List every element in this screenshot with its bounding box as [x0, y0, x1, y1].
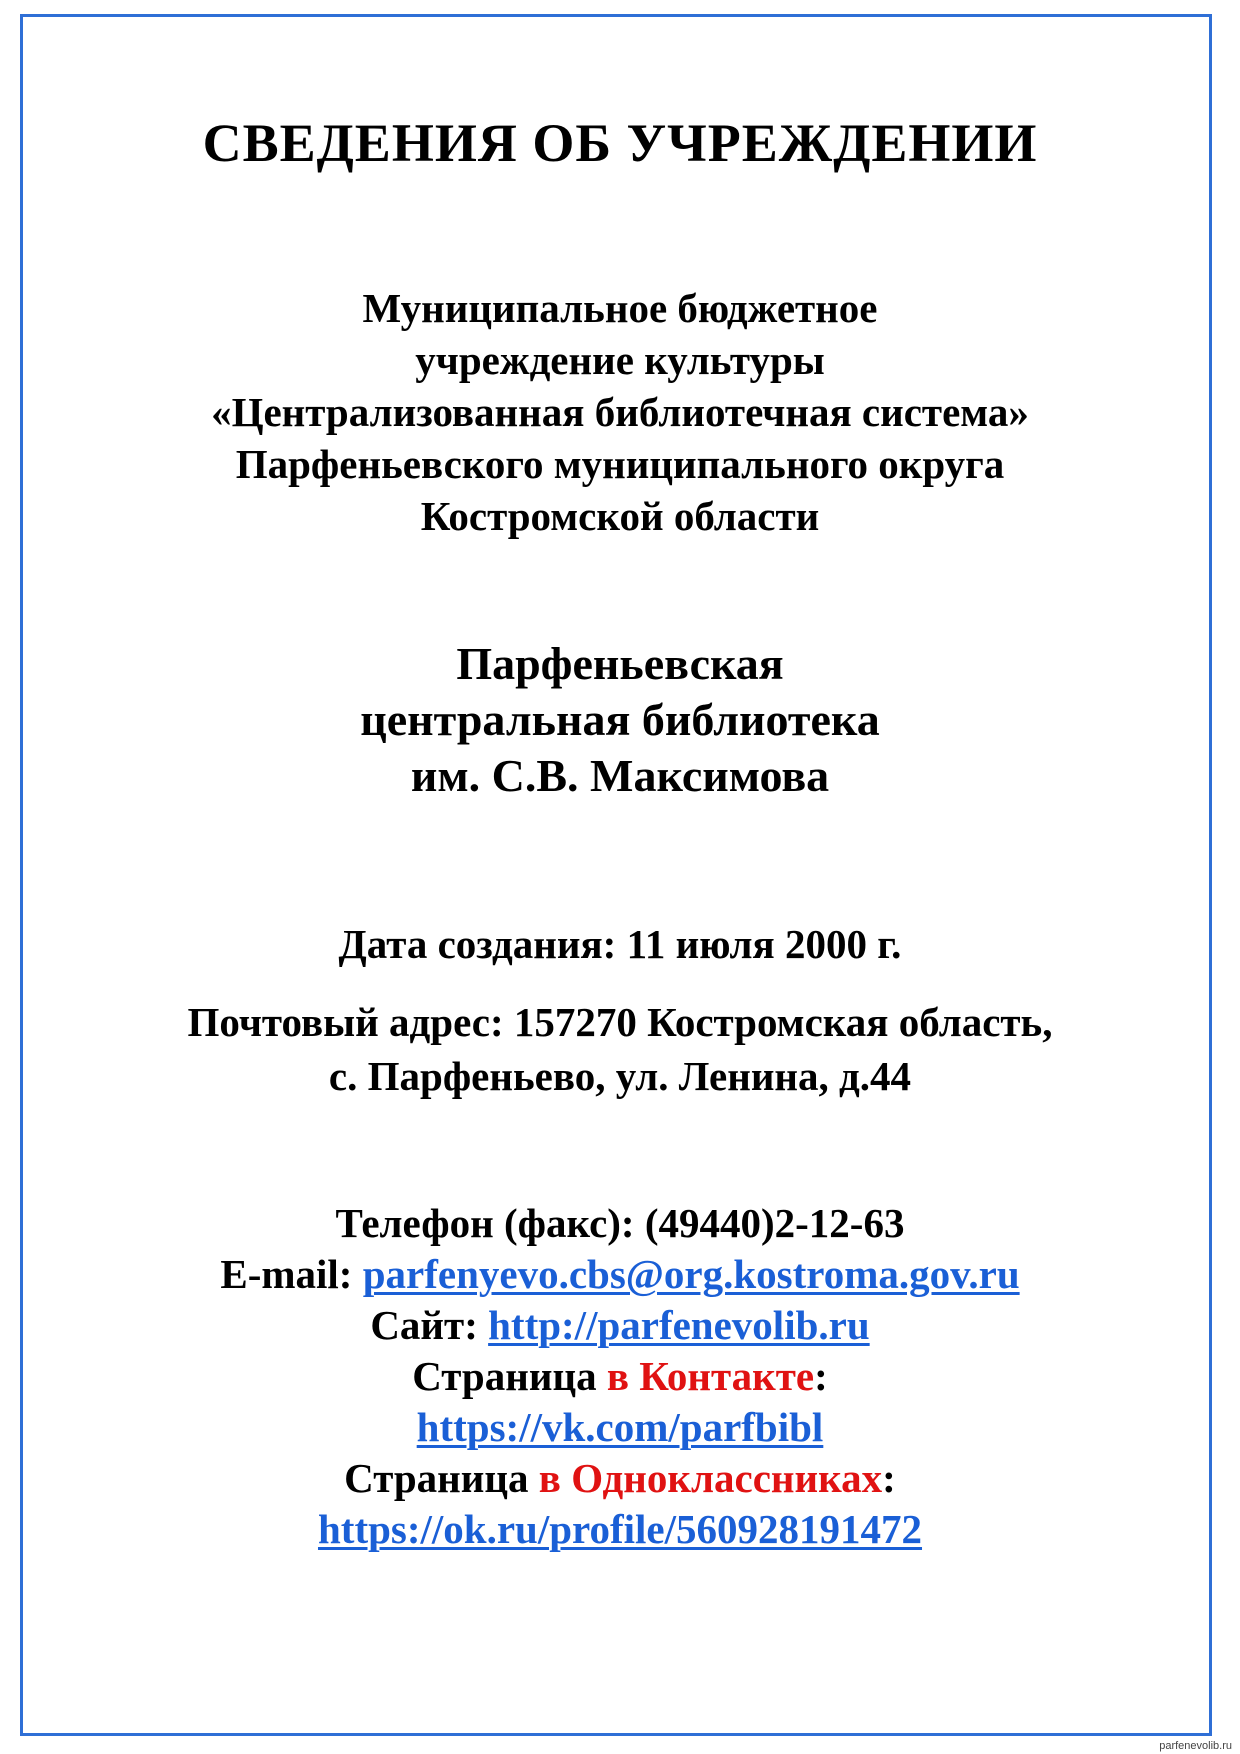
library-line: Парфеньевская — [456, 638, 784, 689]
site-link[interactable]: http://parfenevolib.ru — [488, 1302, 870, 1348]
email-link[interactable]: parfenyevo.cbs@org.kostroma.gov.ru — [362, 1251, 1020, 1297]
contacts-block — [20, 1198, 1220, 1555]
address-line: с. Парфеньево, ул. Ленина, д.44 — [328, 1053, 912, 1099]
vk-link[interactable]: https://vk.com/parfbibl — [416, 1404, 824, 1450]
organization-line: Парфеньевского муниципального округа — [235, 441, 1005, 487]
email-line — [20, 1249, 1220, 1300]
organization-line: Муниципальное бюджетное — [362, 285, 878, 331]
vk-url-line — [20, 1402, 1220, 1453]
address-line: Почтовый адрес: 157270 Костромская область, — [187, 999, 1053, 1045]
library-name — [20, 636, 1220, 804]
ok-url-line — [20, 1504, 1220, 1555]
organization-line: «Централизованная библиотечная система» — [211, 389, 1029, 435]
vk-highlight: в Контакте — [606, 1353, 815, 1399]
ok-label-line — [20, 1453, 1220, 1504]
library-line: центральная библиотека — [360, 694, 880, 745]
vk-prefix: Страница — [412, 1353, 607, 1399]
page-title: СВЕДЕНИЯ ОБ УЧРЕЖДЕНИИ — [202, 113, 1038, 173]
site-label: Сайт: — [370, 1302, 489, 1348]
postal-address — [20, 995, 1220, 1103]
organization-line: Костромской области — [420, 493, 820, 539]
ok-highlight: в Одноклассниках — [538, 1455, 883, 1501]
vk-suffix: : — [814, 1353, 828, 1399]
ok-prefix: Страница — [344, 1455, 539, 1501]
creation-date: Дата создания: 11 июля 2000 г. — [338, 921, 902, 967]
site-line — [20, 1300, 1220, 1351]
vk-label-line — [20, 1351, 1220, 1402]
email-label: E-mail: — [220, 1251, 363, 1297]
organization-line: учреждение культуры — [415, 337, 825, 383]
organization-name — [20, 282, 1220, 542]
ok-link[interactable]: https://ok.ru/profile/560928191472 — [317, 1506, 923, 1552]
ok-suffix: : — [882, 1455, 896, 1501]
watermark: parfenevolib.ru — [1159, 1740, 1232, 1752]
phone-line: Телефон (факс): (49440)2-12-63 — [335, 1200, 905, 1246]
library-line: им. С.В. Максимова — [410, 750, 830, 801]
